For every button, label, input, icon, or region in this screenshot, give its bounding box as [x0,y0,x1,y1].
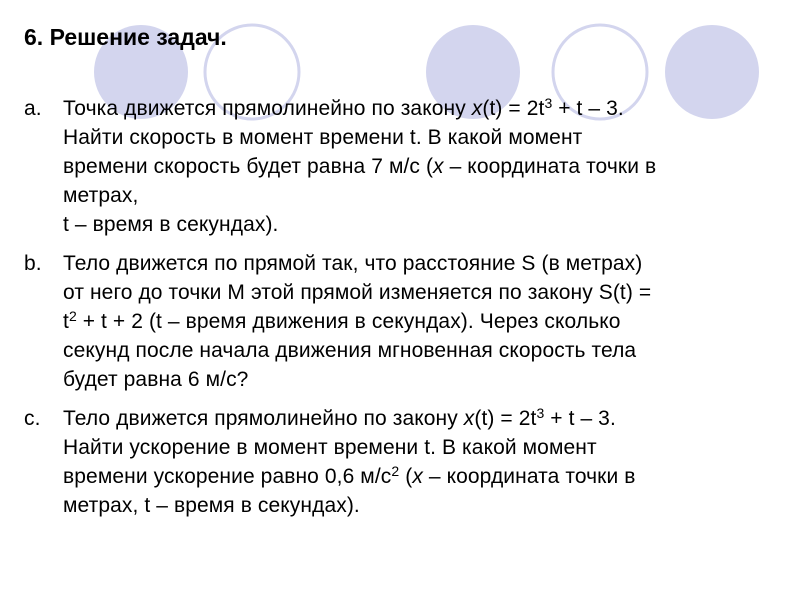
problem-b [24,249,764,394]
problem-marker: b. [24,252,42,275]
problem-list [24,94,764,530]
slide-title: 6. Решение задач. [24,24,227,50]
problem-line: Точка движется прямолинейно по закону $x(t) = 2t^3 + t - 3$. [63,95,624,120]
problem-line: Найти скорость в момент времени t. В какой момент [63,126,583,149]
problem-line: времени скорость будет равна 7 м/с (x – координата точки в [63,155,657,178]
problem-line: метрах, t – время в секундах). [63,494,360,517]
problem-line: будет равна 6 м/с? [63,368,249,391]
problem-line: от него до точки М этой прямой изменяется по закону S(t) = [63,281,652,304]
problem-line: метрах, [63,184,139,207]
problem-line: $t^2 + t + 2$ (t – время движения в секундах). Через сколько [63,308,621,333]
problem-line: t – время в секундах). [63,213,279,236]
problem-line: Тело движется прямолинейно по закону $x(t) = 2t^3 + t - 3$. [63,405,616,430]
problem-line: Тело движется по прямой так, что расстояние S (в метрах) [63,252,643,275]
problem-line: времени ускорение равно 0,6 $м/с^2$ (x – координата точки в [63,463,636,488]
problem-marker: c. [24,407,41,430]
problem-line: секунд после начала движения мгновенная скорость тела [63,339,637,362]
problem-c [24,404,764,520]
problem-marker: a. [24,97,42,120]
problem-a [24,94,764,239]
problem-line: Найти ускорение в момент времени t. В какой момент [63,436,597,459]
